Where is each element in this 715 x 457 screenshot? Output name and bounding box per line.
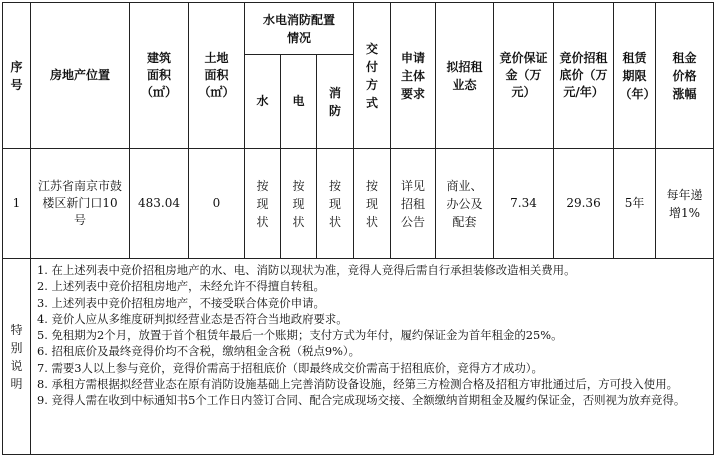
header-electricity: 电 bbox=[281, 55, 317, 149]
notes-label: 特别说明 bbox=[3, 259, 31, 455]
note-item: 4. 竞价人应从多维度研判拟经营业态是否符合当地政府要求。 bbox=[37, 311, 348, 326]
header-fire: 消防 bbox=[317, 55, 354, 149]
cell-increase: 每年递增1% bbox=[656, 149, 714, 259]
cell-applicant: 详见招租公告 bbox=[391, 149, 436, 259]
cell-business: 商业、办公及配套 bbox=[436, 149, 494, 259]
cell-land-area: 0 bbox=[189, 149, 245, 259]
cell-electricity: 按现状 bbox=[281, 149, 317, 259]
cell-deposit: 7.34 bbox=[494, 149, 554, 259]
cell-delivery: 按现状 bbox=[354, 149, 391, 259]
notes-list bbox=[31, 259, 714, 455]
header-deposit: 竞价保证金（万元） bbox=[494, 3, 554, 149]
cell-index: 1 bbox=[3, 149, 31, 259]
cell-floor-area: 483.04 bbox=[130, 149, 189, 259]
header-term: 租赁期限（年） bbox=[614, 3, 656, 149]
note-item: 9. 竞得人需在收到中标通知书5个工作日内签订合同、配合完成现场交接、全额缴纳首期租金及履约保证金，否则视为放弃竞得。 bbox=[37, 393, 686, 408]
cell-water: 按现状 bbox=[245, 149, 281, 259]
header-reserve: 竞价招租底价（万元/年） bbox=[554, 3, 614, 149]
note-item: 6. 招租底价及最终竞得价均不含税，缴纳租金含税（税点9%）。 bbox=[37, 344, 361, 359]
header-land-area: 土地 面积 （㎡） bbox=[189, 3, 245, 149]
header-index: 序号 bbox=[3, 3, 31, 149]
cell-location: 江苏省南京市鼓楼区新门口10号 bbox=[31, 149, 130, 259]
header-applicant: 申请主体要求 bbox=[391, 3, 436, 149]
cell-fire: 按现状 bbox=[317, 149, 354, 259]
note-item: 5. 免租期为2个月，放置于首个租赁年最后一个账期；支付方式为年付，履约保证金为首年租金的25%。 bbox=[37, 328, 563, 343]
header-floor-area: 建筑 面积 （㎡） bbox=[130, 3, 189, 149]
note-item: 1. 在上述列表中竞价招租房地产的水、电、消防以现状为准，竞得人竞得后需自行承担装修改造相关费用。 bbox=[37, 263, 576, 277]
cell-term: 5年 bbox=[614, 149, 656, 259]
header-location: 房地产位置 bbox=[31, 3, 130, 149]
rental-listing-table bbox=[2, 2, 714, 455]
header-increase: 租金价格涨幅 bbox=[656, 3, 714, 149]
note-item: 7. 需要3人以上参与竞价，竞得价需高于招租底价（即最终成交价需高于招租底价，竞得方才成功）。 bbox=[37, 360, 543, 375]
header-business: 拟招租业态 bbox=[436, 3, 494, 149]
note-item: 3. 上述列表中竞价招租房地产，不接受联合体竞价申请。 bbox=[37, 295, 325, 310]
note-item: 8. 承租方需根据拟经营业态在原有消防设施基础上完善消防设备设施，经第三方检测合格及招租方审批通过后，方可投入使用。 bbox=[37, 377, 678, 392]
cell-reserve: 29.36 bbox=[554, 149, 614, 259]
note-item: 2. 上述列表中竞价招租房地产，未经允许不得擅自转租。 bbox=[37, 279, 325, 294]
header-delivery: 交付方式 bbox=[354, 3, 391, 149]
header-utilities-group: 水电消防配置情况 bbox=[245, 3, 354, 55]
header-water: 水 bbox=[245, 55, 281, 149]
